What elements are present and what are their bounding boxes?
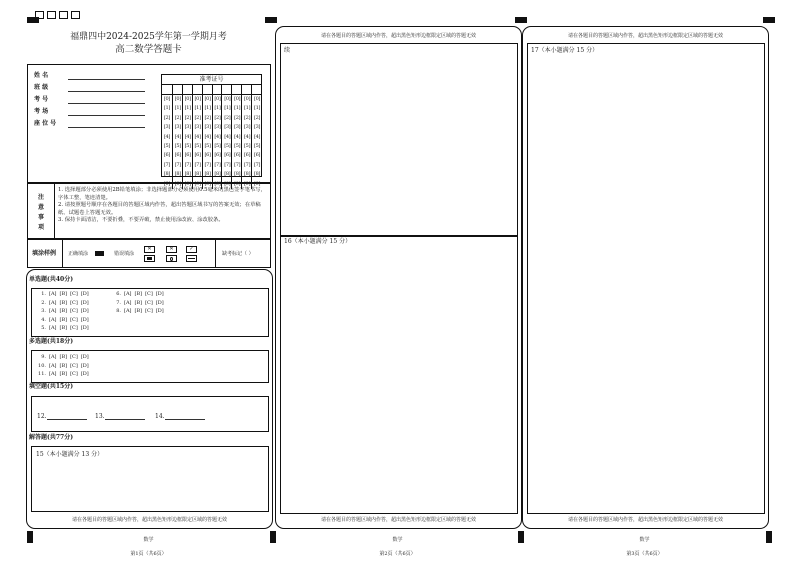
digit-bubble[interactable]: [3] xyxy=(214,124,221,131)
digit-bubble[interactable]: [1] xyxy=(253,105,261,112)
digit-bubble[interactable]: [4] xyxy=(234,133,241,140)
boundary-notice: 请在各题目的答题区域内作答，超出黑色矩形边框限定区域的答题无效 xyxy=(71,517,227,523)
boundary-notice: 请在各题目的答题区域内作答，超出黑色矩形边框限定区域的答题无效 xyxy=(320,33,476,39)
digit-bubble[interactable]: [4] xyxy=(253,133,261,140)
digit-bubble[interactable]: [9] xyxy=(214,180,221,187)
digit-bubble[interactable]: [0] xyxy=(174,96,181,102)
digit-bubble[interactable]: [5] xyxy=(204,142,211,149)
digit-bubble[interactable]: [4] xyxy=(194,133,201,140)
question-number: 6. xyxy=(116,291,121,297)
choice-bubble[interactable]: [C] xyxy=(70,354,78,360)
digit-bubble[interactable]: [6] xyxy=(174,152,181,159)
choice-bubble[interactable]: [D] xyxy=(155,299,164,306)
digit-bubble[interactable]: [7] xyxy=(244,161,251,168)
digit-bubble[interactable]: [7] xyxy=(234,161,241,168)
digit-bubble[interactable]: [5] xyxy=(174,142,181,149)
choice-bubble[interactable]: [C] xyxy=(70,308,78,315)
digit-bubble[interactable]: [7] xyxy=(214,161,221,168)
digit-bubble[interactable]: [2] xyxy=(163,114,171,121)
answer-panel-2 xyxy=(275,26,522,529)
digit-bubble[interactable]: [2] xyxy=(174,114,181,121)
digit-bubble[interactable]: [1] xyxy=(204,105,211,112)
digit-bubble[interactable]: [9] xyxy=(163,180,171,187)
digit-bubble[interactable]: [7] xyxy=(174,161,181,168)
choice-bubble[interactable]: [B] xyxy=(59,325,68,332)
digit-bubble[interactable]: [8] xyxy=(234,171,241,178)
digit-bubble[interactable]: [4] xyxy=(214,133,221,140)
choice-bubble[interactable]: [A] xyxy=(49,308,57,315)
digit-bubble[interactable]: [2] xyxy=(184,114,191,121)
sheet-title: 福鼎四中2024-2025学年第一学期月考 xyxy=(70,32,227,42)
q15-continued-label: 续 xyxy=(284,47,291,54)
digit-bubble[interactable]: [4] xyxy=(244,133,251,140)
q15-answer-area[interactable] xyxy=(31,446,269,512)
choice-bubble[interactable]: [C] xyxy=(70,362,78,369)
q16-label: 16（本小题满分 15 分） xyxy=(284,238,352,245)
fill-example-box xyxy=(27,238,271,268)
digit-bubble[interactable]: [7] xyxy=(194,161,201,168)
digit-bubble[interactable]: [3] xyxy=(244,124,251,131)
digit-bubble[interactable]: [8] xyxy=(184,171,191,178)
digit-bubble[interactable]: [9] xyxy=(224,180,231,187)
digit-bubble[interactable]: [6] xyxy=(184,152,191,159)
field-label-seat: 座 位 号 xyxy=(34,120,57,127)
notice-text xyxy=(58,187,266,225)
field-label-exam-no: 考 号 xyxy=(34,96,49,103)
fill-example-label: 填涂样例 xyxy=(32,250,57,257)
choice-bubble[interactable]: [C] xyxy=(70,299,78,306)
digit-bubble[interactable]: [4] xyxy=(184,133,191,140)
digit-bubble[interactable]: [5] xyxy=(224,142,231,149)
choice-bubble[interactable]: [B] xyxy=(59,299,68,306)
question-number: 10. xyxy=(38,362,46,369)
choice-bubble[interactable]: [A] xyxy=(49,362,57,369)
registration-mark xyxy=(265,17,277,23)
blank-14-line[interactable] xyxy=(165,419,205,420)
wrong-fill-sample: ✕ xyxy=(166,246,177,253)
room-line[interactable] xyxy=(68,115,145,116)
digit-bubble[interactable]: [3] xyxy=(234,124,241,131)
choice-question-row xyxy=(36,371,92,377)
choice-bubble[interactable]: [A] xyxy=(49,354,57,360)
blank-12-line[interactable] xyxy=(47,419,87,420)
choice-bubble[interactable]: [C] xyxy=(70,371,78,378)
answer-panel-1 xyxy=(26,269,273,529)
digit-bubble[interactable]: [9] xyxy=(194,180,201,187)
digit-bubble[interactable]: [7] xyxy=(184,161,191,168)
digit-bubble[interactable]: [3] xyxy=(224,124,231,131)
choice-bubble[interactable]: [B] xyxy=(134,299,143,306)
digit-bubble[interactable]: [2] xyxy=(194,114,201,121)
choice-bubble[interactable]: [C] xyxy=(145,308,153,315)
digit-bubble[interactable]: [0] xyxy=(194,96,201,102)
choice-question-row xyxy=(36,291,92,297)
digit-bubble[interactable]: [9] xyxy=(253,180,261,187)
choice-bubble[interactable]: [B] xyxy=(134,291,143,297)
digit-bubble[interactable]: [3] xyxy=(253,124,261,131)
choice-bubble[interactable]: [B] xyxy=(59,354,68,360)
digit-bubble[interactable]: [1] xyxy=(174,105,181,112)
digit-bubble[interactable]: [2] xyxy=(224,114,231,121)
digit-bubble[interactable]: [6] xyxy=(224,152,231,159)
question-number: 5. xyxy=(41,325,46,332)
digit-bubble[interactable]: [2] xyxy=(234,114,241,121)
question-number: 2. xyxy=(41,299,46,306)
section-title-single: 单选题(共40分) xyxy=(29,276,74,283)
section-title-fill: 填空题(共15分) xyxy=(29,383,74,390)
digit-bubble[interactable]: [7] xyxy=(204,161,211,168)
digit-bubble[interactable]: [2] xyxy=(244,114,251,121)
registration-mark xyxy=(27,17,39,23)
choice-bubble[interactable]: [A] xyxy=(49,325,57,332)
digit-bubble[interactable]: [4] xyxy=(163,133,171,140)
exam-number-bubbles[interactable] xyxy=(162,95,261,187)
choice-bubble[interactable]: [B] xyxy=(59,316,68,323)
digit-bubble[interactable]: [3] xyxy=(184,124,191,131)
choice-bubble[interactable]: [B] xyxy=(59,291,68,297)
choice-bubble[interactable]: [A] xyxy=(49,299,57,306)
choice-question-row xyxy=(36,308,92,314)
q16-answer-area[interactable] xyxy=(280,235,518,514)
registration-mark xyxy=(515,17,527,23)
digit-bubble[interactable]: [0] xyxy=(163,96,171,102)
correct-fill-label: 正确填涂 xyxy=(68,251,89,257)
seat-line[interactable] xyxy=(68,127,145,128)
digit-bubble[interactable]: [3] xyxy=(174,124,181,131)
choice-bubble[interactable]: [C] xyxy=(70,325,78,332)
footer-subject: 数学 xyxy=(639,537,650,543)
exam-number-grid xyxy=(161,74,262,187)
digit-bubble[interactable]: [1] xyxy=(224,105,231,112)
page-number: 第3页（共6页） xyxy=(626,551,663,557)
digit-bubble[interactable]: [1] xyxy=(163,105,171,112)
digit-bubble[interactable]: [5] xyxy=(194,142,201,149)
choice-bubble[interactable]: [D] xyxy=(80,325,89,332)
choice-bubble[interactable]: [D] xyxy=(80,291,89,297)
choice-bubble[interactable]: [D] xyxy=(155,291,164,297)
wrong-fill-sample xyxy=(186,255,197,262)
digit-bubble[interactable]: [7] xyxy=(224,161,231,168)
digit-bubble[interactable]: [5] xyxy=(163,142,171,149)
digit-bubble[interactable]: [3] xyxy=(204,124,211,131)
choice-bubble[interactable]: [B] xyxy=(59,308,68,315)
choice-question-row xyxy=(111,308,167,314)
boundary-notice: 请在各题目的答题区域内作答，超出黑色矩形边框限定区域的答题无效 xyxy=(320,517,476,523)
q17-label: 17（本小题满分 15 分） xyxy=(531,47,599,54)
section-title-answer: 解答题(共77分) xyxy=(29,434,74,441)
choice-bubble[interactable]: [D] xyxy=(80,362,89,369)
exam-number-label: 准考证号 xyxy=(199,76,224,83)
choice-bubble[interactable]: [A] xyxy=(124,308,132,315)
digit-bubble[interactable]: [1] xyxy=(184,105,191,112)
footer-subject: 数学 xyxy=(392,537,403,543)
choice-bubble[interactable]: [C] xyxy=(70,316,78,323)
digit-bubble[interactable]: [4] xyxy=(224,133,231,140)
choice-bubble[interactable]: [D] xyxy=(80,354,89,360)
wrong-fill-label: 错误填涂 xyxy=(114,251,135,257)
digit-bubble[interactable]: [6] xyxy=(214,152,221,159)
digit-bubble[interactable]: [9] xyxy=(204,180,211,187)
digit-bubble[interactable]: [8] xyxy=(194,171,201,178)
field-label-room: 考 场 xyxy=(34,108,49,115)
digit-bubble[interactable]: [6] xyxy=(163,152,171,159)
digit-bubble[interactable]: [5] xyxy=(244,142,251,149)
choice-question-row xyxy=(36,354,92,360)
question-number: 8. xyxy=(116,308,121,315)
student-info-box xyxy=(27,64,271,187)
digit-bubble[interactable]: [8] xyxy=(174,171,181,178)
digit-bubble[interactable]: [2] xyxy=(214,114,221,121)
wrong-fill-sample xyxy=(144,255,155,262)
digit-bubble[interactable]: [8] xyxy=(204,171,211,178)
digit-bubble[interactable]: [8] xyxy=(244,171,251,178)
digit-bubble[interactable]: [1] xyxy=(214,105,221,112)
digit-bubble[interactable]: [0] xyxy=(214,96,221,102)
digit-bubble[interactable]: [0] xyxy=(184,96,191,102)
choice-bubble[interactable]: [C] xyxy=(70,291,78,297)
digit-bubble[interactable]: [0] xyxy=(204,96,211,102)
digit-bubble[interactable]: [0] xyxy=(234,96,241,102)
digit-bubble[interactable]: [6] xyxy=(204,152,211,159)
choice-bubble[interactable]: [A] xyxy=(124,299,132,306)
field-label-class: 班 级 xyxy=(34,84,49,91)
choice-question-row xyxy=(36,363,92,369)
fill-blank-box xyxy=(31,396,269,432)
digit-bubble[interactable]: [8] xyxy=(163,171,171,178)
digit-bubble[interactable]: [4] xyxy=(174,133,181,140)
notice-box xyxy=(27,182,271,240)
choice-bubble[interactable]: [A] xyxy=(49,291,57,297)
wrong-fill-sample: ✓ xyxy=(186,246,197,253)
digit-bubble[interactable]: [5] xyxy=(234,142,241,149)
choice-question-row xyxy=(36,317,92,323)
notice-item: 3. 保持卡面清洁，不要折叠，不要弄破，禁止使用涂改液、涂改胶条。 xyxy=(58,217,224,224)
choice-bubble[interactable]: [A] xyxy=(124,291,132,297)
notice-item: 1. 选择题部分必须使用2B铅笔填涂；非选择题部分必须使用0.5毫米的黑色签字笔书写，字体工整，笔迹清楚。 xyxy=(58,187,266,201)
wrong-fill-sample xyxy=(166,255,177,262)
choice-bubble[interactable]: [A] xyxy=(49,316,57,323)
choice-bubble[interactable]: [C] xyxy=(145,299,153,306)
alignment-box xyxy=(47,11,56,19)
alignment-box xyxy=(59,11,68,19)
digit-bubble[interactable]: [9] xyxy=(234,180,241,187)
registration-mark xyxy=(763,17,775,23)
choice-question-row xyxy=(111,291,167,297)
digit-bubble[interactable]: [8] xyxy=(224,171,231,178)
blank-12-label: 12. xyxy=(37,413,47,420)
boundary-notice: 请在各题目的答题区域内作答，超出黑色矩形边框限定区域的答题无效 xyxy=(567,517,723,523)
digit-bubble[interactable]: [6] xyxy=(194,152,201,159)
choice-bubble[interactable]: [B] xyxy=(59,371,68,378)
alignment-box xyxy=(71,11,80,19)
digit-bubble[interactable]: [0] xyxy=(224,96,231,102)
choice-bubble[interactable]: [D] xyxy=(80,316,89,323)
digit-bubble[interactable]: [1] xyxy=(194,105,201,112)
sheet-subtitle: 高二数学答题卡 xyxy=(115,44,182,55)
choice-bubble[interactable]: [B] xyxy=(134,308,143,315)
choice-bubble[interactable]: [D] xyxy=(155,308,164,315)
choice-bubble[interactable]: [B] xyxy=(59,362,68,369)
digit-bubble[interactable]: [2] xyxy=(204,114,211,121)
q15-label: 15（本小题满分 13 分） xyxy=(36,451,104,458)
footer-subject: 数学 xyxy=(143,537,154,543)
digit-bubble[interactable]: [8] xyxy=(253,171,261,178)
question-number: 7. xyxy=(116,299,121,306)
boundary-notice: 请在各题目的答题区域内作答，超出黑色矩形边框限定区域的答题无效 xyxy=(567,33,723,39)
blank-13-label: 13. xyxy=(95,413,105,420)
digit-bubble[interactable]: [8] xyxy=(214,171,221,178)
section-title-multi: 多选题(共18分) xyxy=(29,338,74,345)
exam-number-column[interactable] xyxy=(162,95,172,189)
digit-bubble[interactable]: [6] xyxy=(234,152,241,159)
digit-bubble[interactable]: [0] xyxy=(244,96,251,102)
absent-mark[interactable]: 缺考标记（ ） xyxy=(222,251,254,257)
choice-bubble[interactable]: [C] xyxy=(145,291,153,297)
digit-bubble[interactable]: [9] xyxy=(244,180,251,187)
correct-fill-sample xyxy=(95,251,104,256)
page-number: 第2页（共6页） xyxy=(379,551,416,557)
digit-bubble[interactable]: [9] xyxy=(174,180,181,187)
question-number: 9. xyxy=(41,354,46,360)
q15-continued-area[interactable] xyxy=(280,43,518,237)
choice-question-row xyxy=(36,325,92,331)
digit-bubble[interactable]: [7] xyxy=(253,161,261,168)
digit-bubble[interactable]: [2] xyxy=(253,114,261,121)
digit-bubble[interactable]: [3] xyxy=(194,124,201,131)
exam-no-line[interactable] xyxy=(68,103,145,104)
digit-bubble[interactable]: [5] xyxy=(184,142,191,149)
digit-bubble[interactable]: [5] xyxy=(253,142,261,149)
digit-bubble[interactable]: [3] xyxy=(163,124,171,131)
name-line[interactable] xyxy=(68,79,145,80)
question-number: 3. xyxy=(41,308,46,315)
choice-bubble[interactable]: [A] xyxy=(49,371,57,378)
question-number: 11. xyxy=(38,371,46,378)
class-line[interactable] xyxy=(68,91,145,92)
notice-item: 2. 请按照题号顺序在各题目的答题区域内作答，超出答题区域书写的答案无效；在草稿纸、试题卷上答题无效。 xyxy=(58,202,261,216)
multi-choice-box xyxy=(31,350,269,383)
question-number: 4. xyxy=(41,316,46,323)
single-choice-box xyxy=(31,288,269,337)
digit-bubble[interactable]: [6] xyxy=(244,152,251,159)
blank-14-label: 14. xyxy=(155,413,165,420)
digit-bubble[interactable]: [9] xyxy=(184,180,191,187)
answer-panel-3 xyxy=(522,26,769,529)
q17-answer-area[interactable] xyxy=(527,43,765,514)
digit-bubble[interactable]: [1] xyxy=(234,105,241,112)
choice-bubble[interactable]: [D] xyxy=(80,371,89,378)
digit-bubble[interactable]: [1] xyxy=(244,105,251,112)
digit-bubble[interactable]: [7] xyxy=(163,161,171,168)
choice-bubble[interactable]: [D] xyxy=(80,299,89,306)
notice-label: 注意事项 xyxy=(37,194,44,231)
page-number: 第1页（共6页） xyxy=(130,551,167,557)
field-label-name: 姓 名 xyxy=(34,72,49,79)
exam-number-column[interactable] xyxy=(251,95,262,189)
choice-question-row xyxy=(36,300,92,306)
blank-13-line[interactable] xyxy=(105,419,145,420)
choice-bubble[interactable]: [D] xyxy=(80,308,89,315)
digit-bubble[interactable]: [5] xyxy=(214,142,221,149)
wrong-fill-sample: ✕ xyxy=(144,246,155,253)
digit-bubble[interactable]: [4] xyxy=(204,133,211,140)
choice-question-row xyxy=(111,300,167,306)
digit-bubble[interactable]: [0] xyxy=(253,96,261,102)
digit-bubble[interactable]: [6] xyxy=(253,152,261,159)
question-number: 1. xyxy=(41,291,46,297)
